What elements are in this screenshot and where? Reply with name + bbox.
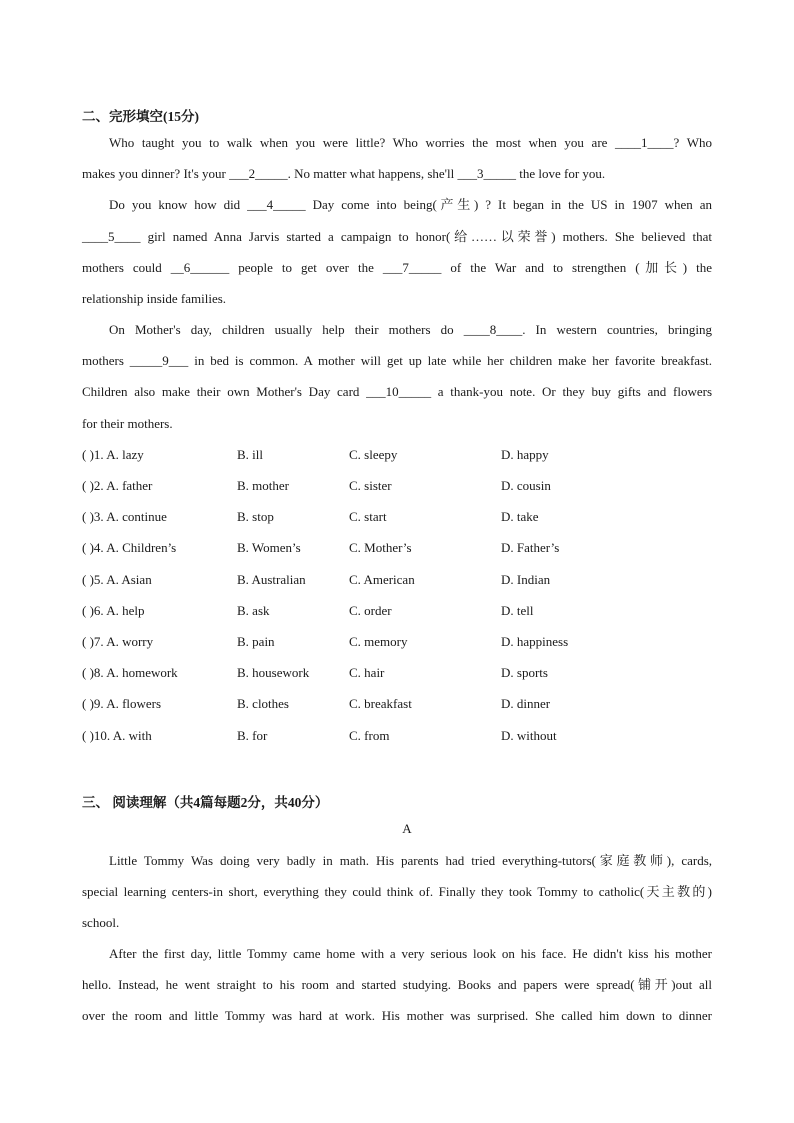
question-stem-option-a: ( )4. A. Children’s xyxy=(82,540,177,555)
text-line: After the first day, little Tommy came home with a very serious look on his face. He didn't kiss his mother xyxy=(109,946,712,961)
text-line: relationship inside families. xyxy=(82,291,227,306)
option-d: D. take xyxy=(501,509,539,524)
question-row xyxy=(82,728,712,744)
passage-title: A xyxy=(402,821,412,836)
option-b: B. ask xyxy=(237,603,270,618)
reading-heading: 三、 阅读理解（共4篇每题2分，共40分） xyxy=(82,795,329,810)
option-b: B. Australian xyxy=(237,572,306,587)
option-d: D. Indian xyxy=(501,572,551,587)
option-c: C. start xyxy=(349,509,387,524)
option-c: C. sister xyxy=(349,478,392,493)
question-stem-option-a: ( )9. A. flowers xyxy=(82,696,162,711)
question-stem-option-a: ( )2. A. father xyxy=(82,478,153,493)
text-line: special learning centers-in short, everything they could think of. Finally they took Tommy to catholic(天主教的) xyxy=(82,884,712,899)
option-b: B. mother xyxy=(237,478,289,493)
option-d: D. cousin xyxy=(501,478,551,493)
cloze-heading: 二、完形填空(15分) xyxy=(82,109,199,124)
question-row xyxy=(82,540,712,556)
text-line: school. xyxy=(82,915,120,930)
question-row xyxy=(82,447,712,463)
option-c: C. American xyxy=(349,572,415,587)
question-stem-option-a: ( )5. A. Asian xyxy=(82,572,152,587)
option-b: B. stop xyxy=(237,509,274,524)
text-line: for their mothers. xyxy=(82,416,173,431)
option-d: D. tell xyxy=(501,603,534,618)
option-d: D. without xyxy=(501,728,557,743)
option-d: D. sports xyxy=(501,665,548,680)
text-line: On Mother's day, children usually help their mothers do ____8____. In western countries, bringing xyxy=(109,322,712,337)
option-b: B. pain xyxy=(237,634,275,649)
question-row xyxy=(82,634,712,650)
option-d: D. dinner xyxy=(501,696,551,711)
question-row xyxy=(82,572,712,588)
text-line: ____5____ girl named Anna Jarvis started a campaign to honor(给……以荣誉) mothers. She believed that xyxy=(82,229,712,244)
option-c: C. order xyxy=(349,603,392,618)
option-b: B. housework xyxy=(237,665,310,680)
text-line: over the room and little Tommy was hard at work. His mother was surprised. She called him down to dinner xyxy=(82,1008,712,1023)
option-c: C. breakfast xyxy=(349,696,412,711)
question-stem-option-a: ( )7. A. worry xyxy=(82,634,154,649)
question-stem-option-a: ( )1. A. lazy xyxy=(82,447,144,462)
option-c: C. from xyxy=(349,728,390,743)
question-row xyxy=(82,478,712,494)
question-row xyxy=(82,665,712,681)
question-stem-option-a: ( )10. A. with xyxy=(82,728,152,743)
option-d: D. Father’s xyxy=(501,540,560,555)
text-line: hello. Instead, he went straight to his room and started studying. Books and papers were spread(铺开)out all xyxy=(82,977,712,992)
question-stem-option-a: ( )3. A. continue xyxy=(82,509,167,524)
option-c: C. sleepy xyxy=(349,447,398,462)
text-line: Who taught you to walk when you were little? Who worries the most when you are ____1____? Who xyxy=(109,135,712,150)
question-stem-option-a: ( )6. A. help xyxy=(82,603,145,618)
option-b: B. Women’s xyxy=(237,540,301,555)
question-row xyxy=(82,509,712,525)
text-line: mothers could __6______ people to get over the ___7_____ of the War and to strengthen (加长) the xyxy=(82,260,712,275)
question-row xyxy=(82,603,712,619)
option-c: C. memory xyxy=(349,634,408,649)
text-line: Do you know how did ___4_____ Day come into being(产生) ? It began in the US in 1907 when an xyxy=(109,197,712,212)
option-b: B. for xyxy=(237,728,268,743)
option-d: D. happy xyxy=(501,447,549,462)
text-line: mothers _____9___ in bed is common. A mother will get up late while her children make her favorite breakfast. xyxy=(82,353,712,368)
option-b: B. ill xyxy=(237,447,264,462)
question-row xyxy=(82,696,712,712)
question-stem-option-a: ( )8. A. homework xyxy=(82,665,178,680)
option-c: C. Mother’s xyxy=(349,540,412,555)
text-line: Children also make their own Mother's Day card ___10_____ a thank-you note. Or they buy gifts and flowers xyxy=(82,384,712,399)
option-d: D. happiness xyxy=(501,634,569,649)
text-line: Little Tommy Was doing very badly in math. His parents had tried everything-tutors(家庭教师), cards, xyxy=(109,853,712,868)
option-c: C. hair xyxy=(349,665,385,680)
text-line: makes you dinner? It's your ___2_____. No matter what happens, she'll ___3_____ the love for you. xyxy=(82,166,606,181)
option-b: B. clothes xyxy=(237,696,289,711)
